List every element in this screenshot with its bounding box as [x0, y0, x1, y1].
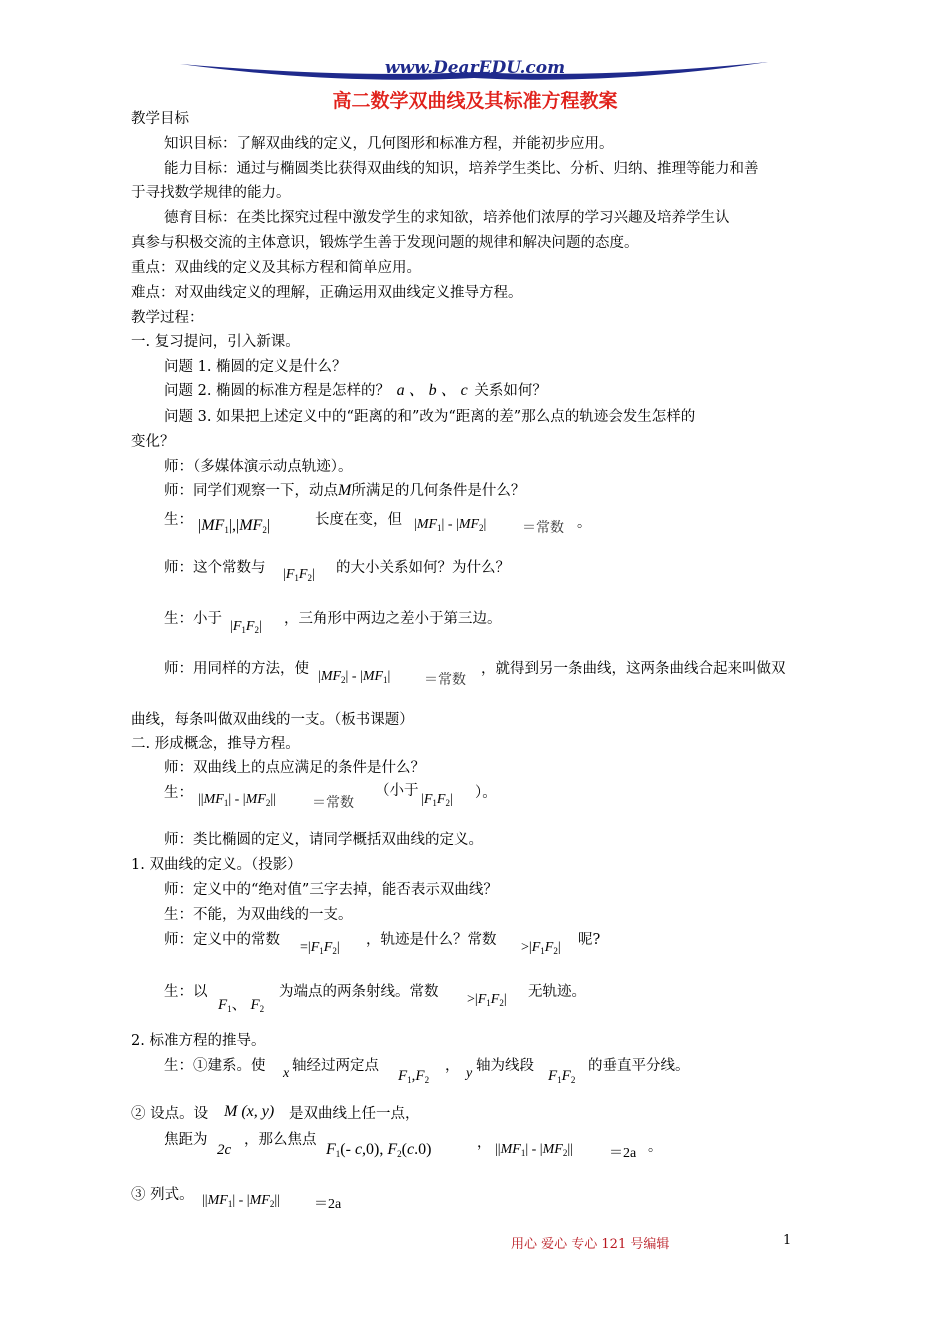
math-abs-abs-diff: $||MF_1| - |MF_2||$ [202, 1193, 280, 1209]
text-run: 。 [648, 1139, 662, 1155]
text-run: 为端点的两条射线。常数 [279, 984, 439, 1000]
paragraph-line: 难点：对双曲线定义的理解，正确运用双曲线定义推导方程。 [131, 285, 523, 301]
text-run: （小于 [375, 783, 419, 799]
text-run: 生：以 [164, 984, 208, 1000]
math-abs-F1F2: $|F_1F_2|$ [421, 792, 453, 808]
math-2c: 2c [217, 1142, 232, 1158]
text-run: 生： [164, 785, 193, 801]
math-abs-abs-diff: $||MF_1| - |MF_2||$ [198, 792, 276, 808]
text-run: 的大小关系如何？为什么？ [336, 560, 510, 576]
math-foci: $F_1(-$ c,0), $F_2(c.0)$ [326, 1141, 432, 1159]
math-F1-F2: $F_1,F_2$ [398, 1068, 430, 1085]
section-heading: 1. 双曲线的定义。（投影） [131, 857, 302, 873]
text-run: 生： [164, 512, 193, 528]
text-run: ，就得到另一条曲线，这两条曲线合起来叫做双 [481, 661, 786, 677]
text-run: ② 设点。设 [131, 1106, 209, 1122]
math-gt-F1F2: $>|F_1F_2|$ [467, 992, 507, 1008]
text-run: ＝常数 [522, 520, 564, 536]
site-url[interactable]: www.DearEDU.com [384, 58, 566, 78]
text-run: ， [477, 1135, 491, 1151]
math-x: x [283, 1066, 290, 1081]
paragraph-line: 真参与积极交流的主体意识，锻炼学生善于发现问题的规律和解决问题的态度。 [131, 235, 639, 251]
paragraph-line [164, 381, 547, 401]
math-y: y [466, 1066, 473, 1081]
math-abc: a 、 b 、 c [396, 382, 468, 399]
text-run: 师：定义中的常数 [164, 932, 280, 948]
text-run: 关系如何？ [474, 383, 547, 399]
math-eq-F1F2: $=|F_1F_2|$ [300, 940, 340, 956]
page-number: 1 [783, 1233, 792, 1248]
paragraph-line: 变化？ [131, 434, 175, 450]
footer-note: 用心 爱心 专心 121 号编辑 [511, 1237, 670, 1252]
section-heading: 教学目标 [131, 111, 189, 127]
paragraph-line: 师：（多媒体演示动点轨迹）。 [164, 459, 353, 475]
text-run: ，那么焦点 [244, 1132, 317, 1148]
paragraph-line: 知识目标：了解双曲线的定义，几何图形和标准方程，并能初步应用。 [164, 136, 614, 152]
math-abs-diff: $|MF_1| - |MF_2|$ [414, 517, 487, 533]
math-M: M [338, 482, 352, 499]
text-run: ＝常数 [312, 795, 354, 811]
math-abs-abs-diff: $||MF_1| - |MF_2||$ [495, 1142, 573, 1158]
paragraph-line: 重点：双曲线的定义及其标方程和简单应用。 [131, 260, 421, 276]
math-abs-F1F2: $|F_1F_2|$ [230, 619, 262, 635]
text-run: 是双曲线上任一点， [289, 1106, 420, 1122]
text-run: ）。 [475, 785, 497, 801]
paragraph-line: 曲线，每条叫做双曲线的一支。（板书课题） [131, 712, 414, 728]
text-run: ③ 列式。 [131, 1187, 194, 1203]
math-eq-2a: ＝2a [314, 1197, 342, 1212]
paragraph-line: 德育目标：在类比探究过程中激发学生的求知欲，培养他们浓厚的学习兴趣及培养学生认 [164, 210, 730, 226]
text-run: 无轨迹。 [528, 984, 586, 1000]
paragraph-line: 问题 1. 椭圆的定义是什么？ [164, 359, 347, 375]
text-run: 所满足的几何条件是什么？ [351, 483, 526, 499]
text-run: ， [445, 1058, 460, 1074]
document-title: 高二数学双曲线及其标准方程教案 [332, 90, 618, 112]
paragraph-line: 师：类比椭圆的定义，请同学概括双曲线的定义。 [164, 832, 483, 848]
text-run: ，轨迹是什么？常数 [366, 932, 497, 948]
math-abs-MF1-MF2: $|MF_1|,|MF_2|$ [198, 517, 271, 535]
text-run: 师：同学们观察一下，动点 [164, 483, 338, 499]
section-heading: 教学过程： [131, 310, 204, 326]
text-run: 师：这个常数与 [164, 560, 266, 576]
math-abs-F1F2: $|F_1F_2|$ [283, 567, 315, 583]
text-run: 生：①建系。使 [164, 1058, 266, 1074]
text-run: 的垂直平分线。 [588, 1058, 690, 1074]
text-run: 焦距为 [164, 1132, 208, 1148]
text-run: 。 [577, 515, 591, 531]
paragraph-line: 师：双曲线上的点应满足的条件是什么？ [164, 760, 425, 776]
math-F1F2: $F_1F_2$ [548, 1068, 576, 1085]
math-eq-2a: ＝2a [609, 1146, 637, 1161]
text-run: 轴为线段 [476, 1058, 534, 1074]
section-heading: 一. 复习提问，引入新课。 [131, 334, 300, 350]
text-run: 长度在变，但 [315, 512, 402, 528]
paragraph-line: 能力目标：通过与椭圆类比获得双曲线的知识，培养学生类比、分析、归纳、推理等能力和善 [164, 161, 759, 177]
paragraph-line: 问题 3. 如果把上述定义中的“距离的和”改为“距离的差”那么点的轨迹会发生怎样的 [164, 409, 696, 425]
text-run: 呢? [578, 932, 601, 948]
section-heading: 2. 标准方程的推导。 [131, 1033, 266, 1049]
paragraph-line [164, 481, 525, 501]
paragraph-line: 师：定义中的“绝对值”三字去掉，能否表示双曲线？ [164, 882, 498, 898]
text-run: 师：用同样的方法，使 [164, 661, 309, 677]
text-run: 问题 2. 椭圆的标准方程是怎样的？ [164, 383, 391, 399]
math-gt-F1F2: $>|F_1F_2|$ [521, 940, 561, 956]
text-run: ，三角形中两边之差小于第三边。 [284, 611, 502, 627]
text-run: 轴经过两定点 [292, 1058, 379, 1074]
text-run: 生：小于 [164, 611, 222, 627]
paragraph-line: 生：不能，为双曲线的一支。 [164, 907, 353, 923]
math-M-xy: M (x, y) [224, 1103, 275, 1120]
math-abs-diff: $|MF_2| - |MF_1|$ [318, 669, 391, 685]
paragraph-line: 于寻找数学规律的能力。 [131, 185, 291, 201]
section-heading: 二. 形成概念，推导方程。 [131, 736, 300, 752]
math-F1-F2: $F_1$、 $F_2$ [218, 997, 265, 1014]
text-run: ＝常数 [424, 672, 466, 688]
